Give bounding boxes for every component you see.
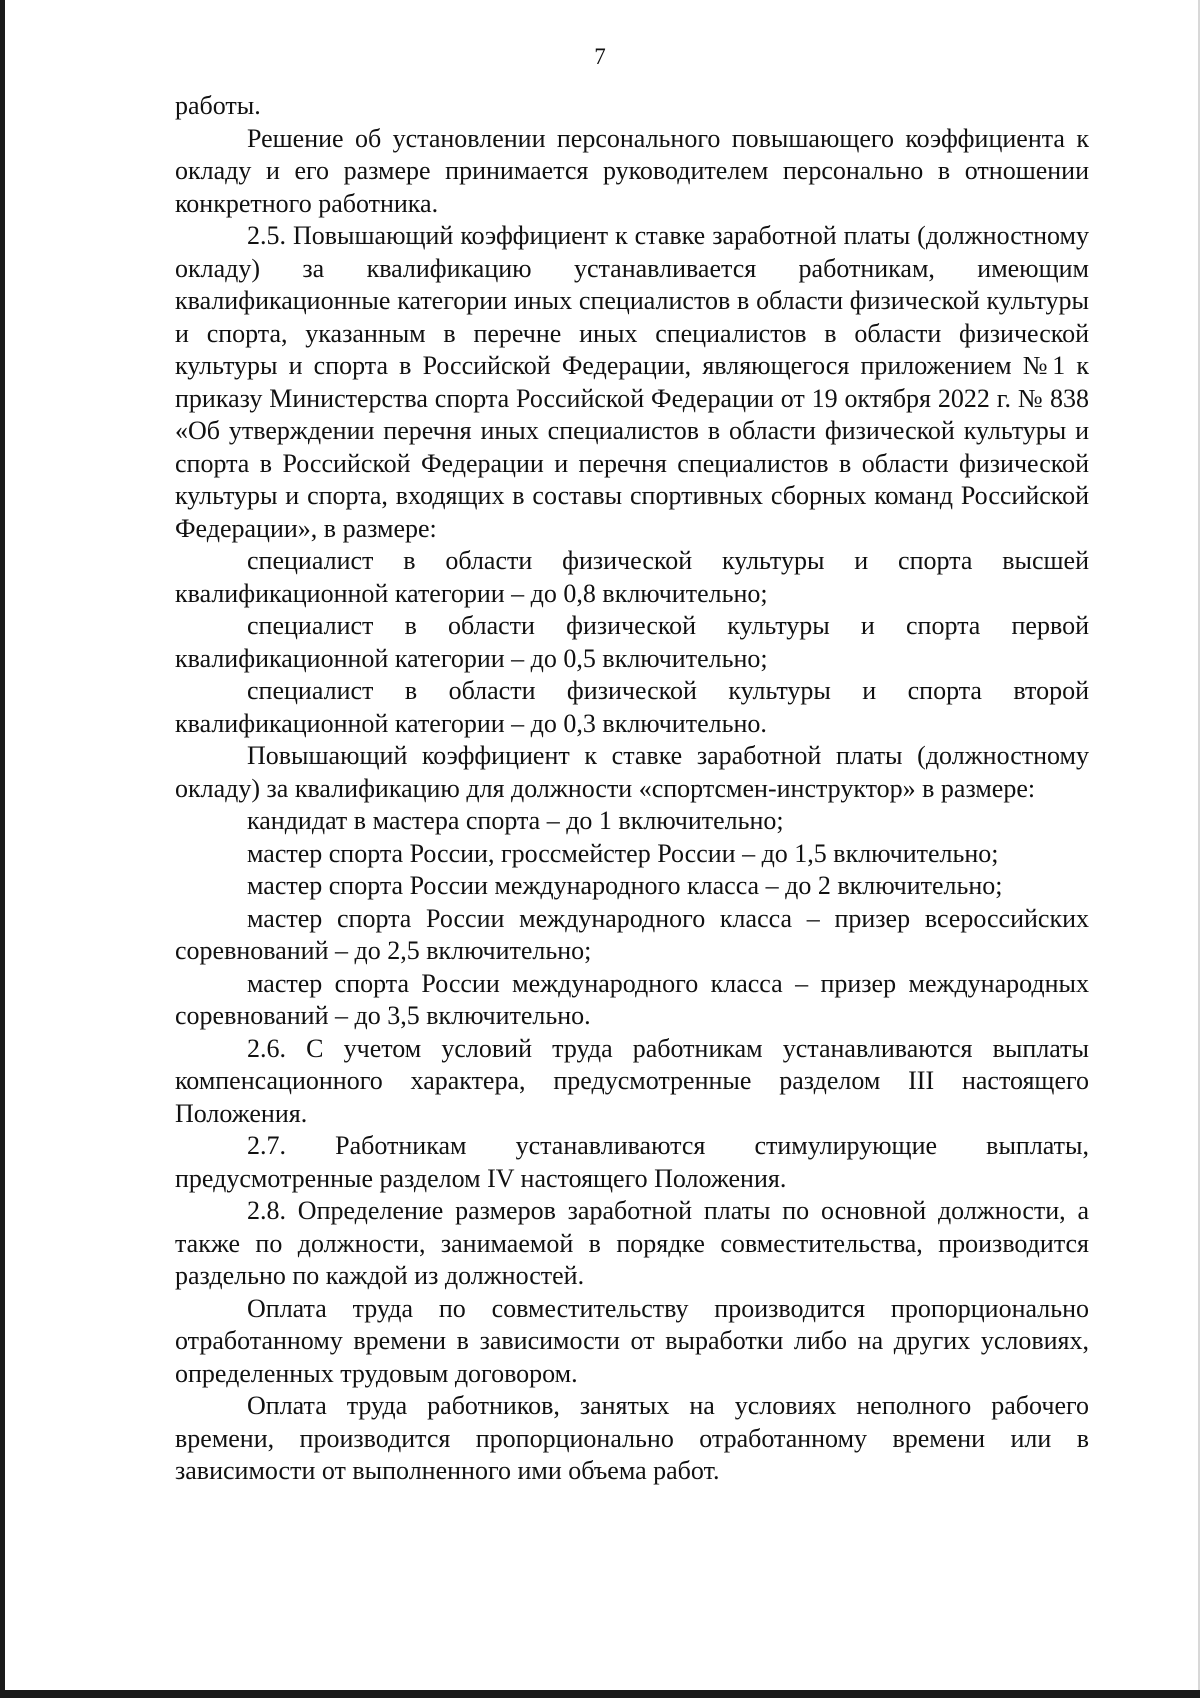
list-item-master-of-sport: мастер спорта России, гроссмейстер России – до 1,5 включительно;	[247, 838, 999, 868]
list-item-master-international-world-prize: мастер спорта России международного класса – призер международных соревнований – до 3,5 включительно.	[175, 968, 1089, 1030]
paragraph-2-6: 2.6. С учетом условий труда работникам устанавливаются выплаты компенсационного характера, предусмотренные разделом III настоящего Положения.	[175, 1033, 1089, 1128]
document-body	[175, 90, 1089, 1488]
paragraph-reduced-hours-pay: Оплата труда работников, занятых на условиях неполного рабочего времени, производится пропорционально отработанному времени или в зависимости от выполненного ими объема работ.	[175, 1391, 1089, 1485]
paragraph-personal-coefficient: Решение об установлении персонального повышающего коэффициента к окладу и его размере принимается руководителем персонально в отношении конкретного работника.	[175, 123, 1089, 218]
paragraph-athlete-instructor: Повышающий коэффициент к ставке заработной платы (должностному окладу) за квалификацию для должности «спортсмен-инструктор» в размере:	[175, 741, 1089, 803]
paragraph-2-5: 2.5. Повышающий коэффициент к ставке заработной платы (должностному окладу) за квалификацию устанавливается работникам, имеющим квалификационные категории иных специалистов в области физической культуры и спорта, указанным в перечне иных специалистов в области физической культуры и спорта в Российской Федерации, являющегося приложением №1 к приказу Министерства спорта Российской Федерации от 19 октября 2022 г. № 838 «Об утверждении перечня иных специалистов в области физической культуры и спорта в Российской Федерации и перечня специалистов в области физической культуры и спорта, входящих в составы спортивных сборных команд Российской Федерации», в размере:	[175, 221, 1089, 543]
paragraph-continuation: работы.	[175, 91, 261, 120]
paragraph-2-7: 2.7. Работникам устанавливаются стимулирующие выплаты, предусмотренные разделом IV настоящего Положения.	[175, 1131, 1089, 1193]
paragraph-part-time-pay: Оплата труда по совместительству производится пропорционально отработанному времени в зависимости от выработки либо на других условиях, определенных трудовым договором.	[175, 1293, 1089, 1388]
list-item-candidate-master: кандидат в мастера спорта – до 1 включительно;	[247, 806, 784, 835]
page-number: 7	[594, 44, 606, 69]
paragraph-2-8: 2.8. Определение размеров заработной платы по основной должности, а также по должности, занимаемой в порядке совместительства, производится раздельно по каждой из должностей.	[175, 1196, 1089, 1290]
list-item-master-international-national-prize: мастер спорта России международного класса – призер всероссийских соревнований – до 2,5 включительно;	[175, 903, 1089, 965]
scan-edge-left	[0, 0, 5, 1698]
list-item-first-category: специалист в области физической культуры и спорта первой квалификационной категории – до 0,5 включительно;	[175, 611, 1089, 673]
list-item-master-international: мастер спорта России международного класса – до 2 включительно;	[247, 871, 1003, 900]
list-item-second-category: специалист в области физической культуры и спорта второй квалификационной категории – до 0,3 включительно.	[175, 676, 1089, 738]
scan-edge-bottom	[0, 1690, 1200, 1698]
list-item-highest-category: специалист в области физической культуры и спорта высшей квалификационной категории – до 0,8 включительно;	[175, 546, 1089, 608]
